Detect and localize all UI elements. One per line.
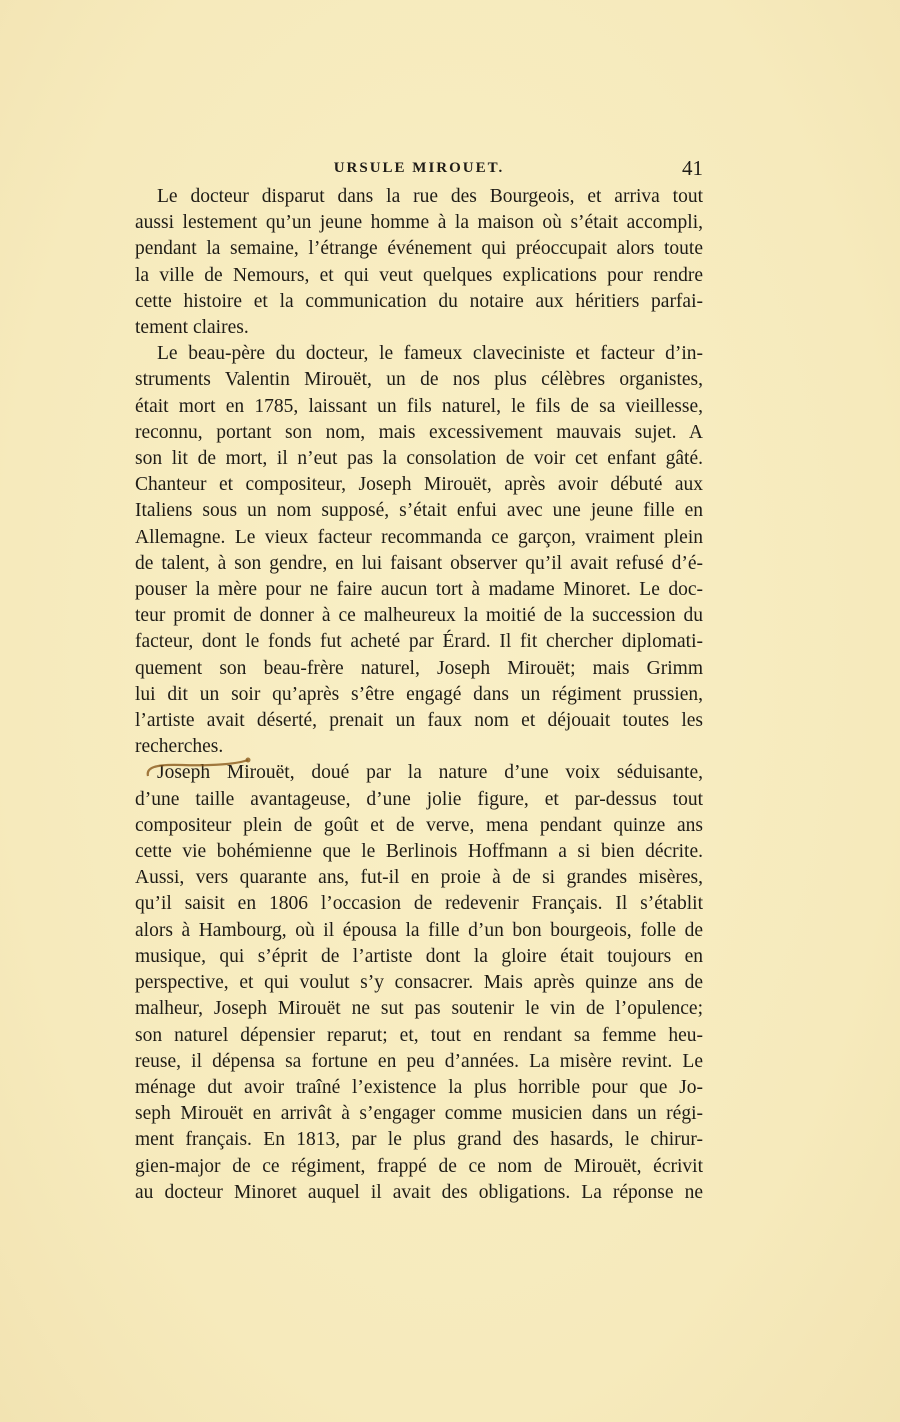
text-line: Allemagne. Le vieux facteur recommanda ce garçon, vraiment plein [135, 526, 703, 548]
text-line: facteur, dont le fonds fut acheté par Érard. Il fit chercher diplomati- [135, 631, 703, 653]
text-line: tement claires. [135, 317, 249, 339]
text-line: struments Valentin Mirouët, un de nos plus célèbres organistes, [135, 369, 703, 391]
text-line: quement son beau-frère naturel, Joseph Mirouët; mais Grimm [135, 657, 703, 679]
text-line: Joseph Mirouët, doué par la nature d’une voix séduisante, [157, 762, 703, 784]
text-line: son naturel dépensier reparut; et, tout en rendant sa femme heu- [135, 1024, 703, 1046]
text-line: gien-major de ce régiment, frappé de ce nom de Mirouët, écrivit [135, 1155, 703, 1177]
text-line: était mort en 1785, laissant un fils naturel, le fils de sa vieillesse, [135, 395, 703, 417]
running-head [135, 156, 703, 182]
text-line: seph Mirouët en arrivât à s’engager comme musicien dans un régi- [135, 1103, 703, 1125]
text-line: Le docteur disparut dans la rue des Bourgeois, et arriva tout [157, 186, 703, 207]
text-line: Le beau-père du docteur, le fameux claveciniste et facteur d’in- [157, 343, 703, 365]
text-line: reconnu, portant son nom, mais excessivement mauvais sujet. A [135, 421, 703, 443]
text-line: l’artiste avait déserté, prenait un faux nom et déjouait toutes les [135, 710, 703, 732]
text-line: perspective, et qui voulut s’y consacrer. Mais après quinze ans de [135, 972, 703, 994]
text-line: musique, qui s’éprit de l’artiste dont la gloire était toujours en [135, 945, 703, 967]
text-line: teur promit de donner à ce malheureux la moitié de la succession du [135, 605, 703, 627]
text-line: d’une taille avantageuse, d’une jolie figure, et par-dessus tout [135, 788, 703, 810]
text-line: Aussi, vers quarante ans, fut-il en proie à de si grandes misères, [135, 867, 703, 889]
text-line: aussi lestement qu’un jeune homme à la maison où s’était accompli, [135, 212, 703, 234]
text-line: ménage dut avoir traîné l’existence la plus horrible pour que Jo- [135, 1076, 703, 1098]
page-number: 41 [682, 156, 703, 180]
text-line: cette vie bohémienne que le Berlinois Hoffmann a si bien décrite. [135, 841, 703, 863]
text-line: compositeur plein de goût et de verve, mena pendant quinze ans [135, 814, 703, 836]
text-line: son lit de mort, il n’eut pas la consolation de voir cet enfant gâté. [135, 448, 703, 470]
body-text [135, 184, 703, 1206]
text-line: Italiens sous un nom supposé, s’était enfui avec une jeune fille en [135, 500, 703, 522]
text-line: ment français. En 1813, par le plus grand des hasards, le chirur- [135, 1129, 703, 1151]
text-line: de talent, à son gendre, en lui faisant observer qu’il avait refusé d’é- [135, 552, 703, 574]
text-line: malheur, Joseph Mirouët ne sut pas soutenir le vin de l’opulence; [135, 998, 703, 1020]
text-line: qu’il saisit en 1806 l’occasion de redevenir Français. Il s’établit [135, 893, 703, 915]
text-line: pendant la semaine, l’étrange événement qui préoccupait alors toute [135, 238, 703, 260]
text-line: recherches. [135, 736, 224, 758]
text-line: la ville de Nemours, et qui veut quelques explications pour rendre [135, 264, 703, 286]
text-line: lui dit un soir qu’après s’être engagé dans un régiment prussien, [135, 683, 703, 705]
text-line: cette histoire et la communication du notaire aux héritiers parfai- [135, 290, 703, 312]
text-line: reuse, il dépensa sa fortune en peu d’années. La misère revint. Le [135, 1050, 703, 1072]
text-line: Chanteur et compositeur, Joseph Mirouët, après avoir débuté aux [135, 474, 703, 496]
text-line: alors à Hambourg, où il épousa la fille d’un bon bourgeois, folle de [135, 919, 703, 941]
running-title: URSULE MIROUET. [333, 160, 505, 176]
text-line: au docteur Minoret auquel il avait des obligations. La réponse ne [135, 1181, 703, 1203]
text-line: pouser la mère pour ne faire aucun tort à madame Minoret. Le doc- [135, 579, 703, 601]
